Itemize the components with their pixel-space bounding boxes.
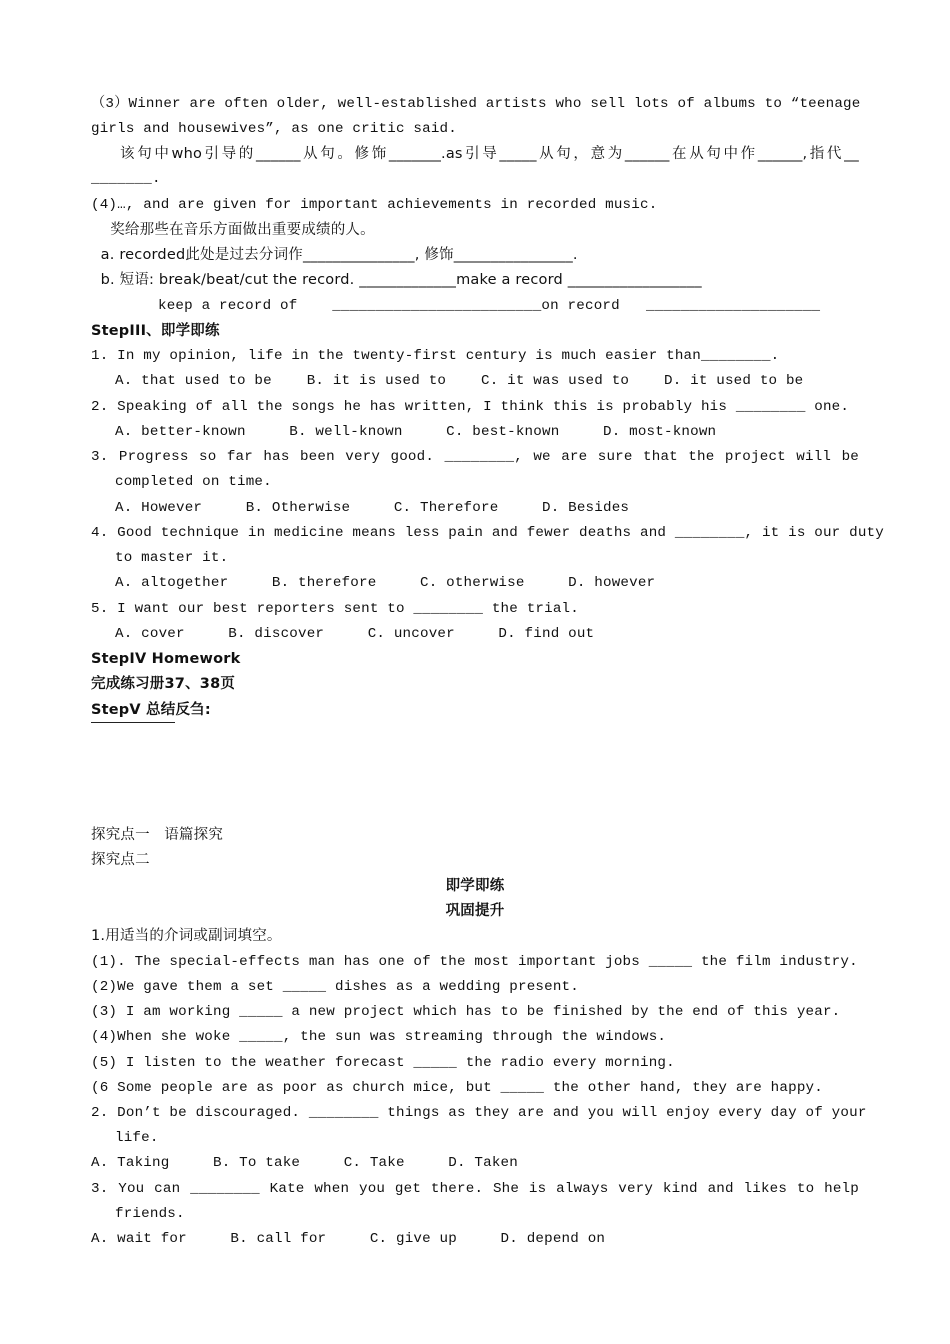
text-line: A. altogether B. therefore C. otherwise D. however bbox=[115, 575, 656, 591]
text-line: to master it. bbox=[115, 550, 229, 566]
text-line: A. that used to be B. it is used to C. it was used to D. it used to be bbox=[115, 373, 804, 389]
text-line: 即学即练 bbox=[445, 878, 505, 894]
text-line: 奖给那些在音乐方面做出重要成绩的人。 bbox=[91, 222, 375, 238]
text-line: A. However B. Otherwise C. Therefore D. Besides bbox=[115, 500, 630, 516]
text-line: 2. Don’t be discouraged. ________ things as they are and you will enjoy every day of your bbox=[91, 1105, 867, 1121]
text-line: A. cover B. discover C. uncover D. find out bbox=[115, 626, 595, 642]
text-line: 3. Progress so far has been very good. ________, we are sure that the project will be bbox=[91, 449, 859, 465]
text-line: girls and housewives”, as one critic said. bbox=[91, 121, 457, 137]
text-line: friends. bbox=[115, 1206, 185, 1222]
text-line: 探究点一 语篇探究 bbox=[91, 827, 224, 843]
text-line: （3）Winner are often older, well-established artists who sell lots of albums to “teenage bbox=[91, 96, 861, 112]
text-line: (4)…, and are given for important achievements in recorded music. bbox=[91, 197, 658, 213]
text-line: b. 短语: break/beat/cut the record. _____________make a record __________________ bbox=[91, 272, 702, 288]
text-line: completed on time. bbox=[115, 474, 272, 490]
text-line: A. wait for B. call for C. give up D. depend on bbox=[91, 1231, 606, 1247]
text-line: _______. bbox=[91, 171, 161, 187]
text-line: 完成练习册37、38页 bbox=[91, 676, 236, 692]
text-line: keep a record of ________________________on record ____________________ bbox=[158, 298, 821, 314]
text-line: (3) I am working _____ a new project which has to be finished by the end of this year. bbox=[91, 1004, 841, 1020]
text-line: 巩固提升 bbox=[445, 903, 505, 919]
text-line: StepIII、即学即练 bbox=[91, 323, 220, 339]
text-line: StepV 总结反刍: bbox=[91, 702, 211, 718]
text-line: 4. Good technique in medicine means less pain and fewer deaths and ________, it is our duty bbox=[91, 525, 884, 541]
text-line: A. Taking B. To take C. Take D. Taken bbox=[91, 1155, 518, 1171]
text-line: 该句中who引导的______从句。修饰_______.as引导_____从句，意为______在从句中作______,指代__ bbox=[91, 146, 859, 162]
text-line: (6 Some people are as poor as church mice, but _____ the other hand, they are happy. bbox=[91, 1080, 823, 1096]
text-line: 1. In my opinion, life in the twenty-first century is much easier than________. bbox=[91, 348, 780, 364]
text-line: (5) I listen to the weather forecast _____ the radio every morning. bbox=[91, 1055, 675, 1071]
text-line: 1.用适当的介词或副词填空。 bbox=[91, 928, 282, 944]
text-line: 5. I want our best reporters sent to ________ the trial. bbox=[91, 601, 579, 617]
summary-blank-line bbox=[91, 722, 175, 723]
text-line: a. recorded此处是过去分词作_______________, 修饰________________. bbox=[91, 247, 578, 263]
text-line: A. better-known B. well-known C. best-known D. most-known bbox=[115, 424, 717, 440]
text-line: life. bbox=[115, 1130, 159, 1146]
text-line: 探究点二 bbox=[91, 852, 150, 868]
text-line: (4)When she woke _____, the sun was streaming through the windows. bbox=[91, 1029, 667, 1045]
text-line: (2)We gave them a set _____ dishes as a wedding present. bbox=[91, 979, 579, 995]
text-line: 2. Speaking of all the songs he has written, I think this is probably his ________ one. bbox=[91, 399, 850, 415]
text-line: 3. You can ________ Kate when you get there. She is always very kind and likes to help bbox=[91, 1181, 859, 1197]
text-line: (1). The special-effects man has one of the most important jobs _____ the film industry. bbox=[91, 954, 858, 970]
text-line: StepIV Homework bbox=[91, 651, 241, 667]
